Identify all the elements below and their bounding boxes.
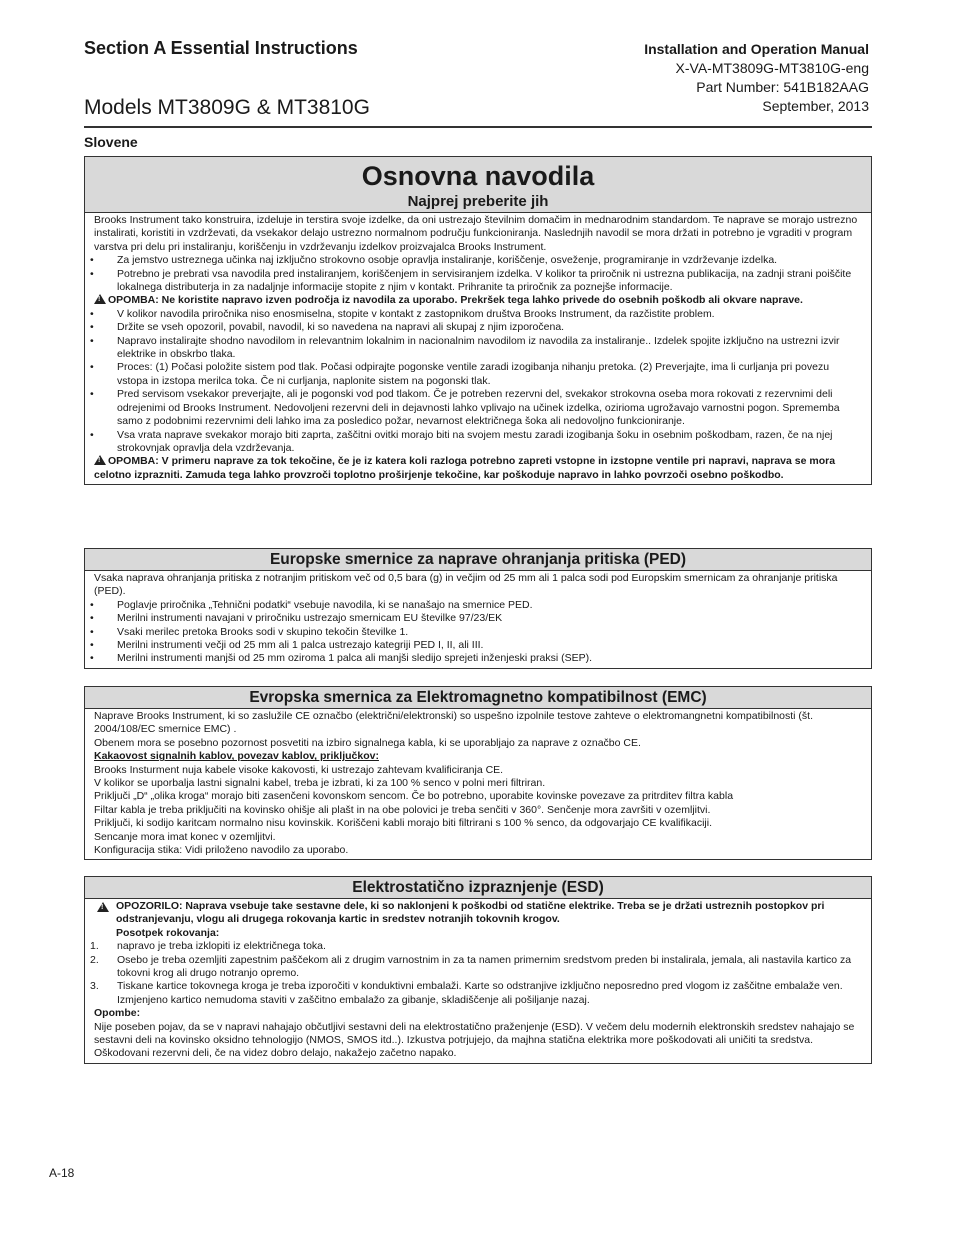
essential-bullets-a: [94, 254, 862, 294]
warning-note-1: [94, 294, 862, 307]
ped-intro: Vsaka naprava ohranjanja pritiska z notranjim pritiskom več od 0,5 bara (g) in večjim od 25 mm ali 1 palca sodi pod Europskim smernicam za ohranjanje pritiska (PED).: [94, 572, 838, 598]
esd-steps: [90, 940, 862, 1007]
warning-note-2-text: OPOMBA: V primeru naprave za tok tekočine, če je iz katera koli razloga potrebno zapreti vstopne in izstopne ventile pri napravi, naprava se mora celotno izprazniti. Zamuda tega lahko provzroči toplotno proširjenje tekočine, kar poškoduje napravo in lahko povrzoči osebno poškodbo.: [94, 455, 836, 481]
esd-notes-label: Opombe:: [94, 1007, 141, 1020]
step-number: 1.: [90, 940, 99, 953]
emc-line: V kolikor se uporbalja lastni signalni kabel, treba je izbrati, ki za 100 % senco v polni meri filtriran.: [94, 777, 546, 790]
essential-subtitle: Najprej preberite jih: [407, 193, 549, 210]
step-text: Osebo je treba ozemljiti zapestnim paščekom ali z drugim varnostnim in za ta namen primernim sredstvom preden bi instalirala, jemala, ali nastavila kartico za tokovni krog ali drugo notranjo opremo.: [117, 953, 852, 980]
list-item: [90, 940, 862, 953]
manual-title: Installation and Operation Manual: [644, 41, 869, 57]
list-item: • Vsa vrata naprave svekakor morajo biti zaprta, zaščitni ovitki morajo biti na svojem mestu zaradi izogibanja šoku in osebnim poškodbam, razen, če na njej strokovnjak opravlja dela vzdrževanja.: [94, 429, 862, 456]
emc-body: [85, 709, 871, 859]
ped-title: Europske smernice za naprave ohranjanja pritiska (PED): [85, 549, 871, 571]
esd-body: [85, 899, 871, 1063]
esd-warning-text: OPOZORILO: Naprava vsebuje take sestavne dele, ki so naklonjeni k poškodbi od statične elektrike. Treba se je držati ustreznih postopkov pri odstranjevanju, vlogu ali drugega rokovanja kartic in sredstev notranjih tokovnih krogov.: [116, 900, 825, 926]
warning-triangle-icon: [94, 294, 106, 304]
ped-bullets: [94, 599, 862, 666]
list-item: • Merilni instrumenti navajani v priročniku ustrezajo smernicam EU številke 97/23/EK: [94, 612, 862, 625]
step-text: Tiskane kartice tokovnega kroga je treba izporočiti v konduktivni embalaži. Karte so odstranjive izključno neposredno pred vlogom iz zaščitne embalaže ven. Izmjenjeno kartico nemudoma staviti v zaščitno embalažo za gibanje, skladiščenje ali pošiljanje nazaj.: [117, 980, 843, 1006]
list-item: • Proces: (1) Počasi položite sistem pod tlak. Počasi odpirajte pogonske ventile zaradi izogibanja nihanju pretoka. (2) Preverjajte, ima li curljanja pri povezu vstopa in izstopa merilca toka. Če ni curljanja, naplonite sistem na pogonski tlak.: [94, 361, 862, 388]
models-title: Models MT3809G & MT3810G: [84, 96, 370, 119]
list-item: • Za jemstvo ustreznega učinka naj izključno strokovno osobje opravlja instaliranje, koriščenje, osveženje, programiranje in vzdrževanje izdelka.: [94, 254, 862, 267]
esd-procedure-label: Posotpek rokovanja:: [116, 926, 220, 939]
list-item: • Merilni instrumenti večji od 25 mm ali 1 palca ustrezajo kategriji PED I, II, ali III.: [94, 639, 862, 652]
part-number: Part Number: 541B182AAG: [696, 79, 869, 95]
language-label: Slovene: [84, 134, 138, 150]
warning-triangle-icon: [97, 902, 109, 912]
page-number: A-18: [49, 1166, 75, 1180]
emc-line: Naprave Brooks Instrument, ki so zaslužile CE označbo (električni/elektronski) so uspešno izpolnile testove zahteve o elektromangnetni kompatibilnosti (št. 2004/108/EC smernice EMC) .: [94, 710, 814, 736]
section-title: Section A Essential Instructions: [84, 38, 358, 58]
esd-notes: Nije poseben pojav, da se v napravi nahajajo občutljivi sestavni deli na elektrostatično praženjenje (ESD). V večem delu modernih elektronskih sredstev nahajajo se sestavni deli na kovinsko oksidno tehnologijo (NMOS, SMOS itd..). Izkustva potrjujejo, da majhna statična elektrika more poškodovati ali uničiti ta sredstva. Oškodovani rezervni deli, če na videz dobro delajo, nakažejo začetno napako.: [94, 1020, 855, 1060]
list-item: • Vsaki merilec pretoka Brooks sodi v skupino tekočin številke 1.: [94, 626, 862, 639]
emc-line: Konfiguracija stika: Vidi priloženo navodilo za uporabo.: [94, 844, 349, 857]
list-item: • Držite se vseh opozoril, povabil, navodil, ki so navedena na napravi ali skupaj z njim izporočena.: [94, 321, 862, 334]
ped-box: [84, 548, 872, 669]
list-item: • Merilni instrumenti manjši od 25 mm oziroma 1 palca ali manjši sledijo sprejeti inženjeski praksi (SEP).: [94, 652, 862, 665]
list-item: • Potrebno je prebrati vsa navodila pred instaliranjem, koriščenjem in servisiranjem izdelka. V kolikor ta priročnik ni ustrezna publikacija, na zadnji strani poiščite lokalnega distributerja in za nadaljnje informacije stopite z njim v kontakt. Prihranite ta priročnik za poznejše informacije.: [94, 268, 862, 295]
emc-box: [84, 686, 872, 860]
list-item: [90, 980, 862, 1007]
date: September, 2013: [762, 98, 869, 114]
step-text: napravo je treba izklopiti iz električnega toka.: [117, 940, 326, 953]
essential-intro: Brooks Instrument tako konstruira, izdeluje in terstira svoje izdelke, da oni ustrezajo številnim domačim in mednarodnim standardom. Te naprave se morajo ustrezno instalirati, koristiti in vzdrževati, da vsekakor delajo ustrezno normalnom području funkcioniranja. Naslednjih navodil se mora držati in potrebno je vgraditi v program varstva pri delu pri instaliranju, koriščenju in vzdrževanju izdelkov proizvajalca Brooks Instrument.: [94, 214, 858, 253]
step-number: 3.: [90, 980, 99, 993]
emc-title: Evropska smernica za Elektromagnetno kompatibilnost (EMC): [85, 687, 871, 709]
doc-id: X-VA-MT3809G-MT3810G-eng: [675, 60, 869, 76]
emc-line: Sencanje mora imat konec v ozemljitvi.: [94, 830, 276, 843]
emc-line: Filtar kabla je treba priključiti na kovinsko ohišje ali plašt in na obe polovici je treba senčiti v 360°. Senčenje mora završiti v ozemljitvi.: [94, 803, 711, 816]
essential-header: [85, 157, 871, 213]
list-item: • Napravo instalirajte shodno navodilom in relevantnim lokalnim in nacionalnim navodilom iz navodila za instaliranje.. Izdelek spojite izključno na ustrezni izvir elektrike in obskrbo tlaka.: [94, 335, 862, 362]
essential-title: Osnovna navodila: [361, 161, 595, 191]
essential-instructions-box: [84, 156, 872, 485]
emc-subhead: Kakaovost signalnih kablov, povezav kablov, priključkov:: [94, 750, 379, 763]
warning-note-2: [94, 455, 862, 482]
step-number: 2.: [90, 953, 99, 966]
emc-line: Priključi, ki sodijo karitcam normalno nisu kovinskik. Koriščeni kabli morajo biti filtrirani s 100 % senco, da odgovarjajo CE kvalifikaciji.: [94, 817, 712, 830]
emc-line: Priključi „D“ „olika kroga“ morajo biti zasenčeni kovonskom sencom. Če bo potrebno, uporabite kovinske povezave za pritrditev filtra kabla: [94, 790, 734, 803]
esd-box: [84, 876, 872, 1064]
essential-body: [85, 213, 871, 484]
emc-line: Obenem mora se posebno pozornost posvetiti na izbiro signalnega kabla, ki se uporabljajo za naprave z označbo CE.: [94, 736, 641, 749]
warning-triangle-icon: [94, 455, 106, 465]
warning-note-1-text: OPOMBA: Ne koristite napravo izven področja iz navodila za uporabo. Prekršek tega lahko privede do osebnih poškodb ali okvare naprave.: [108, 294, 803, 307]
esd-warning: [94, 900, 862, 927]
list-item: • Poglavje priročnika „Tehnični podatki“ vsebuje navodila, ki se nanašajo na smernice PED.: [94, 599, 862, 612]
list-item: [90, 953, 862, 981]
list-item: • Pred servisom vsekakor preverjajte, ali je pogonski vod pod tlakom. Če je potreben rezervni del, svekakor strokovna oseba mora rokovati z rezervnimi deli odrejenimi od Brooks Instrument. Nedovoljeni rezervni deli in dejavnosti lahko vplivajo na učinek izdelka, ozirioma ugrožavajo varnostni pogon. Sprememba samo z podobnimi rezervnimi deli lahko ima za posledico požar, nevarnost električnega šoka ali nedovoljno funkcioniranje.: [94, 388, 862, 428]
esd-title: Elektrostatično izpraznjenje (ESD): [85, 877, 871, 899]
list-item: • V kolikor navodila priročnika niso enosmiselna, stopite v kontakt z zastopnikom društva Brooks Instrument, da razčistite problem.: [94, 308, 862, 321]
essential-bullets-b: [94, 308, 862, 455]
emc-line: Brooks Insturment nuja kabele visoke kakovosti, ki ustrezajo zahtevam kvalificiranja CE.: [94, 763, 504, 776]
manual-info: [469, 40, 869, 116]
ped-body: [85, 571, 871, 668]
header-rule: [84, 126, 872, 128]
